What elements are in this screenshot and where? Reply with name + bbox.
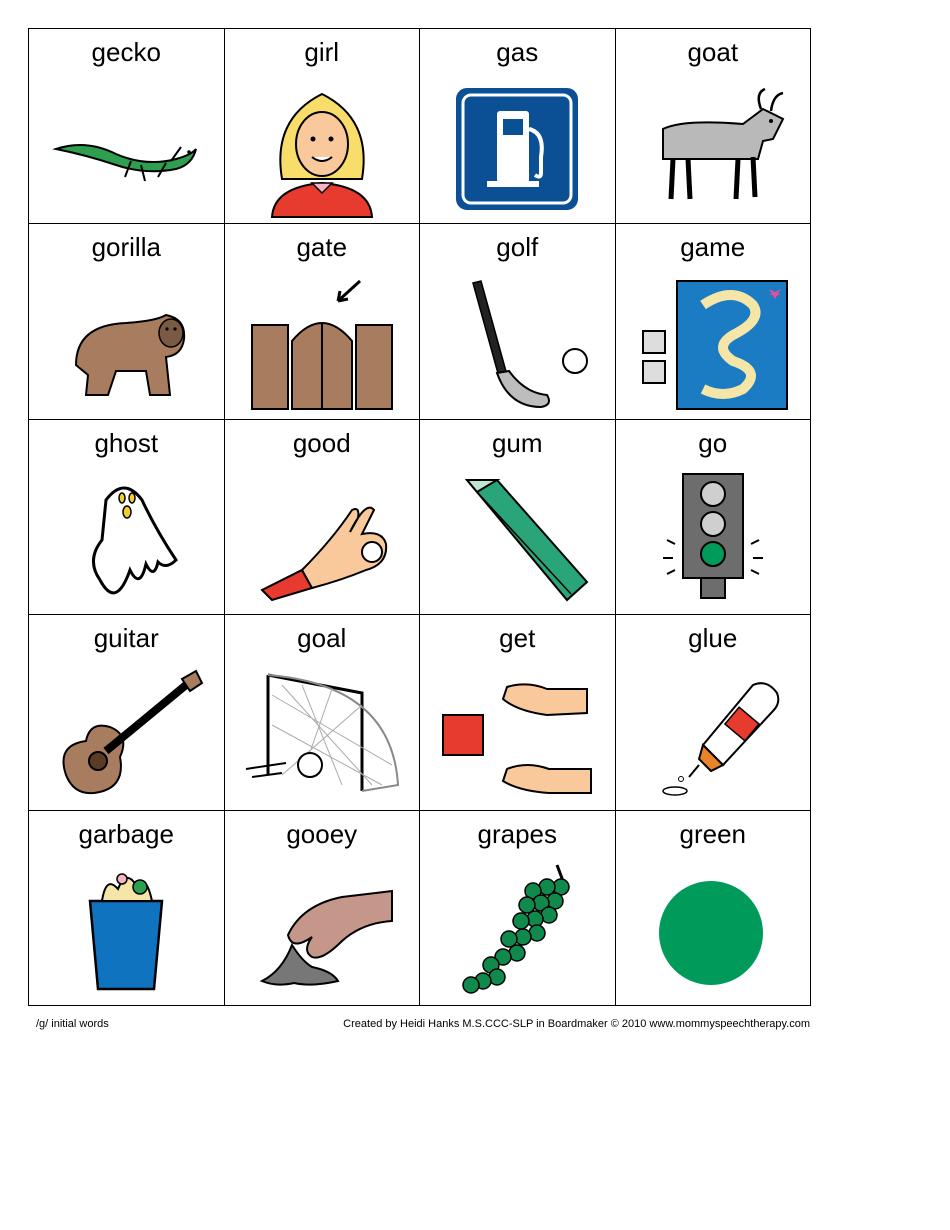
gum-stick-icon <box>420 466 615 614</box>
card-word: goal <box>297 623 347 654</box>
gate-icon <box>225 270 420 418</box>
card-grapes <box>420 811 616 1006</box>
footer-title: /g/ initial words <box>36 1018 109 1030</box>
gorilla-icon <box>29 270 224 418</box>
card-word: gate <box>296 232 348 263</box>
ghost-icon <box>29 466 224 614</box>
girl-icon <box>225 75 420 223</box>
card-word: gecko <box>91 37 161 67</box>
green-circle-icon <box>616 857 811 1005</box>
card-word: gum <box>491 427 543 458</box>
guitar-icon <box>29 661 224 809</box>
card-word: garbage <box>78 818 174 849</box>
card-gooey <box>225 811 421 1006</box>
card-word: grapes <box>477 818 557 849</box>
card-word: green <box>679 818 746 849</box>
card-goat <box>616 29 812 224</box>
card-word: get <box>499 623 536 654</box>
card-golf <box>420 224 616 419</box>
card-goal <box>225 615 421 810</box>
card-glue <box>616 615 812 810</box>
card-gum <box>420 420 616 615</box>
card-word: gorilla <box>91 232 161 263</box>
glue-bottle-icon <box>616 661 811 809</box>
footer-credit: Created by Heidi Hanks M.S.CCC-SLP in Boardmaker © 2010 www.mommyspeechtherapy.com <box>343 1018 810 1030</box>
card-word: ghost <box>94 427 159 458</box>
garbage-can-icon <box>29 857 224 1005</box>
card-word: guitar <box>93 623 159 654</box>
card-word: goat <box>687 37 739 67</box>
card-guitar <box>29 615 225 810</box>
golf-club-ball-icon <box>420 270 615 418</box>
card-word: game <box>680 232 746 263</box>
card-game <box>616 224 812 419</box>
card-word: good <box>292 427 351 458</box>
gooey-hand-icon <box>225 857 420 1005</box>
card-word: gooey <box>286 818 358 849</box>
card-word: golf <box>496 232 539 263</box>
grapes-icon <box>420 857 615 1005</box>
ok-hand-icon <box>225 466 420 614</box>
card-gas <box>420 29 616 224</box>
card-word: girl <box>304 37 340 67</box>
card-word: glue <box>688 623 738 654</box>
card-garbage <box>29 811 225 1006</box>
gecko-icon <box>29 75 224 223</box>
card-gorilla <box>29 224 225 419</box>
card-gecko <box>29 29 225 224</box>
card-word: go <box>698 427 728 458</box>
soccer-goal-icon <box>225 661 420 809</box>
card-get <box>420 615 616 810</box>
board-game-icon <box>616 270 811 418</box>
card-good <box>225 420 421 615</box>
gas-pump-sign-icon <box>420 75 615 223</box>
traffic-light-green-icon <box>616 466 811 614</box>
card-green <box>616 811 812 1006</box>
hands-reaching-icon <box>420 661 615 809</box>
card-word: gas <box>496 37 539 67</box>
goat-icon <box>616 75 811 223</box>
card-girl <box>225 29 421 224</box>
card-gate <box>225 224 421 419</box>
card-go <box>616 420 812 615</box>
card-ghost <box>29 420 225 615</box>
flashcard-grid <box>28 28 811 1006</box>
